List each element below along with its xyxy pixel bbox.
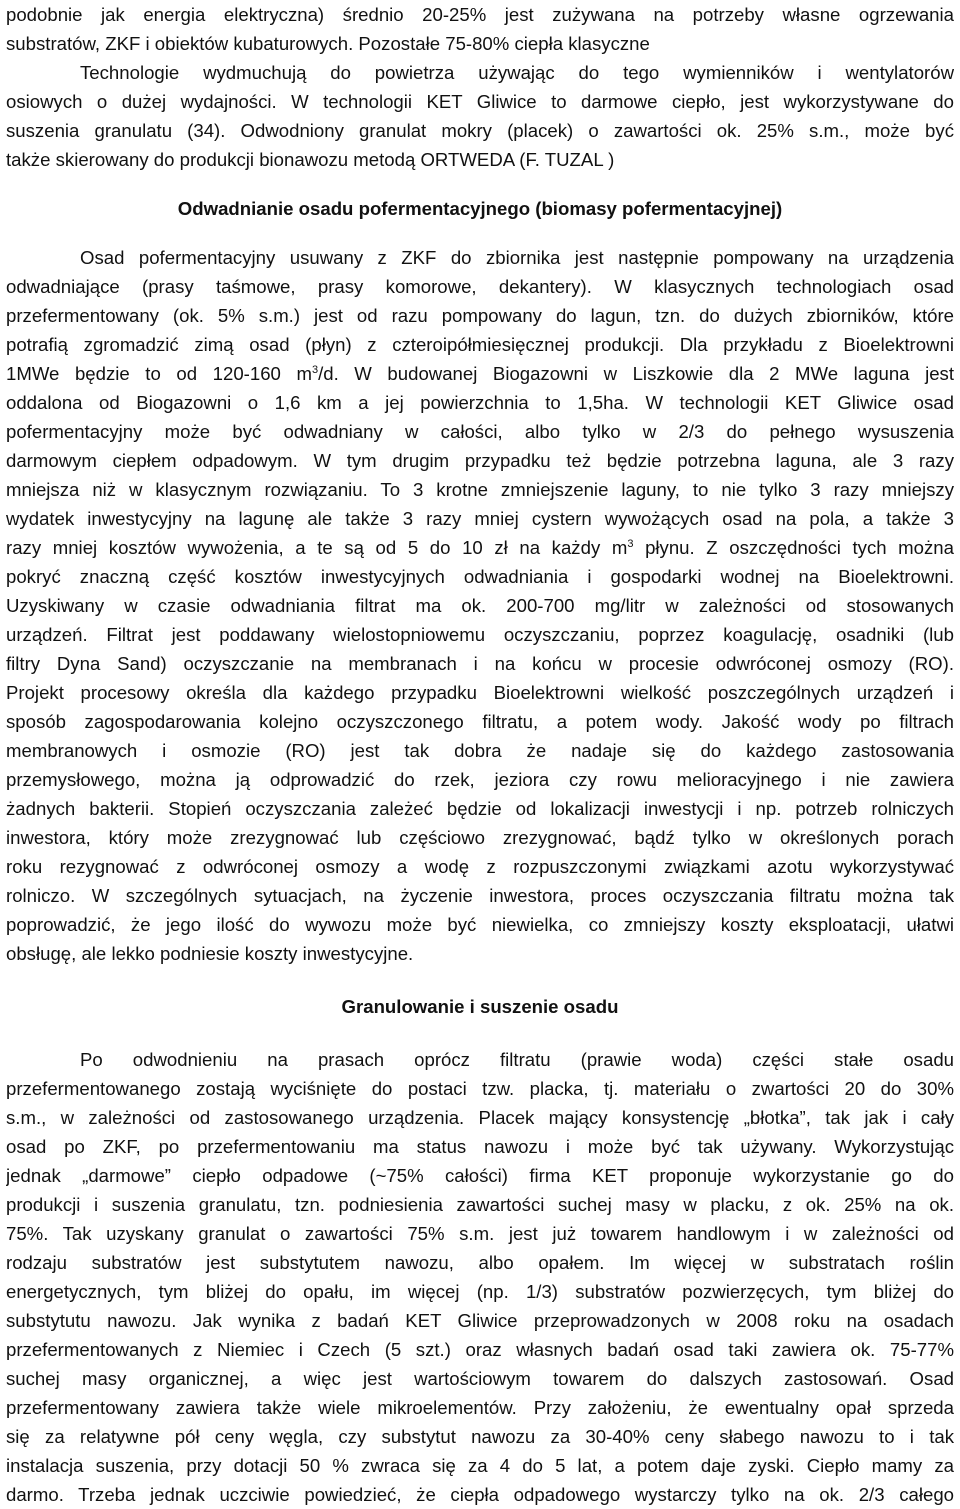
text-line: instalacja suszenia, przy dotacji 50 % zwraca się za 4 do 5 lat, a potem daje zyski. Ciepło mamy za <box>6 1455 954 1476</box>
section-heading-dewatering: Odwadnianie osadu pofermentacyjnego (biomasy pofermentacyjnej) <box>177 198 783 219</box>
text-line: darmowym ciepłem odpadowym. W tym drugim przypadku też będzie potrzebna laguna, ale 3 razy <box>6 450 954 471</box>
text-line <box>6 359 954 388</box>
text-line: Technologie wydmuchują do powietrza używając do tego wymienników i wentylatorów <box>80 62 954 83</box>
text-line: produkcji i suszenia granulatu, tzn. podniesienia zawartości suchej masy w placku, z ok. 25% na ok. <box>6 1194 954 1215</box>
text-line: osiowych o dużej wydajności. W technologii KET Gliwice to darmowe ciepło, jest wykorzystywane do <box>6 91 954 112</box>
text-line: przefermentowany zawiera także wiele mikroelementów. Przy założeniu, że ewentualny opał sprzeda <box>6 1397 954 1418</box>
superscript: 3 <box>311 363 319 376</box>
text-line: urządzeń. Filtrat jest poddawany wielostopniowemu oczyszczaniu, poprzez koagulację, osadniki (lub <box>6 624 954 645</box>
text-line: s.m., w zależności od zastosowanego urządzenia. Placek mający konsystencję „błotka”, tak jak i cały <box>6 1107 954 1128</box>
text-line: wydatek inwestycyjny na lagunę ale także 3 razy mniej cystern wywożących osad na pola, a także 3 <box>6 508 954 529</box>
text-line: membranowych i osmozie (RO) jest tak dobra że nadaje się do każdego zastosowania <box>6 740 954 761</box>
text-line: potrafią zgromadzić zimą osad (płyn) z czteroipółmiesięcznej produkcji. Dla przykładu z Bioelektrowni <box>6 334 954 355</box>
text-line: substytutu nawozu. Jak wynika z badań KET Gliwice przeprowadzonych w 2008 roku na osadach <box>6 1310 954 1331</box>
text-line: jednak „darmowe” ciepło odpadowe (~75% całości) firma KET proponuje wykorzystanie go do <box>6 1165 954 1186</box>
text-line: inwestora, który może zrezygnować lub częściowo zrezygnować, bądź tylko w określonych porach <box>6 827 954 848</box>
text-line: Uzyskiwany w czasie odwadniania filtrat ma ok. 200-700 mg/litr w zależności od stosowanych <box>6 595 954 616</box>
text-line: rolniczo. W szczególnych sytuacjach, na życzenie inwestora, proces oczyszczania filtratu można tak <box>6 885 954 906</box>
text-fragment: razy mniej kosztów wywożenia, a te są od 5 do 10 zł na każdy m <box>6 537 628 558</box>
paragraph-granulation <box>6 1045 954 1509</box>
text-line: oddalona od Biogazowni o 1,6 km a jej powierzchnia to 1,5ha. W technologii KET Gliwice osad <box>6 392 954 413</box>
section-heading-granulation: Granulowanie i suszenie osadu <box>341 996 619 1017</box>
text-line: żadnych bakterii. Stopień oczyszczania zależeć będzie od lokalizacji inwestycji i np. potrzeb rolniczych <box>6 798 954 819</box>
text-fragment: /d. W budowanej Biogazowni w Liszkowie dla 2 MWe laguna jest <box>318 363 954 384</box>
text-line: suszenia granulatu (34). Odwodniony granulat mokry (placek) o zawartości ok. 25% s.m., może być <box>6 120 954 141</box>
text-line: poprowadzić, że jego ilość do wywozu może być niewielka, co zmniejszy koszty eksploatacji, ułatwi <box>6 914 954 935</box>
text-line: mniejsza niż w klasycznym rozwiązaniu. To 3 krotne zmniejszenie laguny, to nie tylko 3 razy mniejszy <box>6 479 954 500</box>
text-fragment: płynu. Z oszczędności tych można <box>633 537 954 558</box>
text-line: suchej masy organicznej, a więc jest wartościowym towarem do dalszych zastosowań. Osad <box>6 1368 954 1389</box>
text-line: 75%. Tak uzyskany granulat o zawartości 75% s.m. jest już towarem handlowym i w zależności od <box>6 1223 954 1244</box>
text-line: pofermentacyjny może być odwadniany w całości, albo tylko w 2/3 do pełnego wysuszenia <box>6 421 954 442</box>
text-line: Projekt procesowy określa dla każdego przypadku Bioelektrowni wielkość poszczególnych urządzeń i <box>6 682 954 703</box>
text-line: energetycznych, tym bliżej do opału, im więcej (np. 1/3) substratów pozwierzęcych, tym bliżej do <box>6 1281 954 1302</box>
text-line: darmo. Trzeba jednak uczciwie powiedzieć, że ciepła odpadowego wystarczy tylko na ok. 2/3 całego <box>6 1484 954 1505</box>
text-line: się za relatywne pół ceny węgla, czy substytut nawozu za 30-40% ceny słabego nawozu to i tak <box>6 1426 954 1447</box>
paragraph-heat-usage <box>6 0 954 174</box>
text-line: Osad pofermentacyjny usuwany z ZKF do zbiornika jest następnie pompowany na urządzenia <box>80 247 954 268</box>
text-line: roku rezygnować z odwróconej osmozy a wodę z rozpuszczonymi związkami azotu wykorzystywać <box>6 856 954 877</box>
text-line: pokryć znaczną część kosztów inwestycyjnych odwadniania i gospodarki wodnej na Bioelektrowni. <box>6 566 954 587</box>
text-line: przefermentowany (ok. 5% s.m.) jest od razu pompowany do lagun, tzn. do dużych zbiorników, które <box>6 305 954 326</box>
paragraph-dewatering <box>6 243 954 968</box>
text-line: przemysłowego, można ją odprowadzić do rzek, jeziora czy rowu melioracyjnego i nie zawiera <box>6 769 954 790</box>
text-line: podobnie jak energia elektryczna) średnio 20-25% jest zużywana na potrzeby własne ogrzewania <box>6 4 954 25</box>
text-line: Po odwodnieniu na prasach oprócz filtratu (prawie woda) części stałe osadu <box>80 1049 954 1070</box>
text-line: substratów, ZKF i obiektów kubaturowych. Pozostałe 75-80% ciepła klasyczne <box>6 33 650 54</box>
text-line: osad po ZKF, po przefermentowaniu ma status nawozu i może być tak używany. Wykorzystując <box>6 1136 954 1157</box>
text-line: także skierowany do produkcji bionawozu metodą ORTWEDA (F. TUZAL ) <box>6 149 615 170</box>
text-fragment: 1MWe będzie to od 120-160 m <box>6 363 312 384</box>
text-line: przefermentowanych z Niemiec i Czech (5 szt.) oraz własnych badań osad taki zawiera ok. 75-77% <box>6 1339 954 1360</box>
text-line: przefermentowanego zostają wyciśnięte do postaci tzw. placka, tj. materiału o zwartości 20 do 30% <box>6 1078 954 1099</box>
text-line: obsługę, ale lekko podniesie koszty inwestycyjne. <box>6 943 414 964</box>
text-line: filtry Dyna Sand) oczyszczanie na membranach i na końcu w procesie odwróconej osmozy (RO). <box>6 653 954 674</box>
text-line: rodzaju substratów jest substytutem nawozu, albo opałem. Im więcej w substratach roślin <box>6 1252 954 1273</box>
superscript: 3 <box>627 537 634 550</box>
text-line: sposób zagospodarowania kolejno oczyszczonego filtratu, a potem wody. Jakość wody po filtrach <box>6 711 954 732</box>
text-line: odwadniające (prasy taśmowe, prasy komorowe, dekantery). W klasycznych technologiach osad <box>6 276 954 297</box>
text-line <box>6 533 954 562</box>
